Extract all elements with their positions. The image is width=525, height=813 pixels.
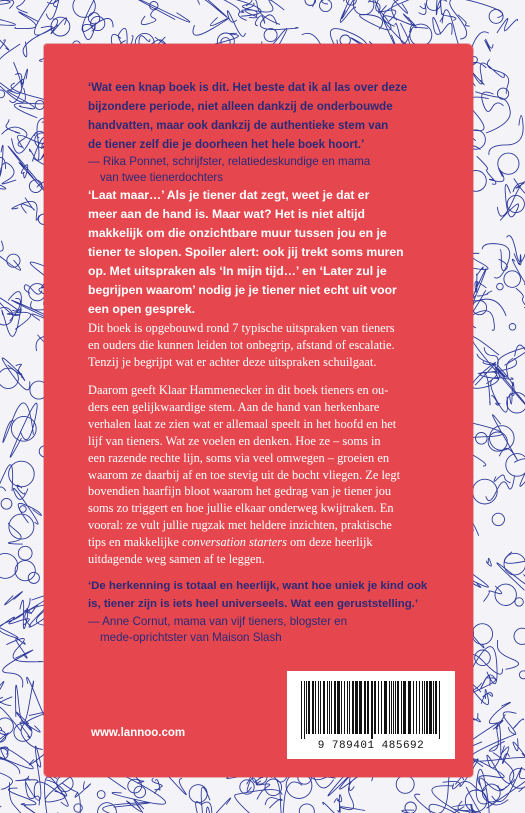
doodle-circle	[426, 0, 440, 10]
barcode-bar	[301, 681, 302, 739]
barcode-bar	[426, 681, 428, 734]
barcode-bar	[349, 681, 350, 734]
doodle-circle	[497, 283, 504, 290]
doodle-circle	[514, 628, 525, 644]
body-line: een razende rechte lijn, soms via veel omwegen – groeien en	[88, 450, 390, 465]
intro-line: ‘Laat maar…’ Als je tiener dat zegt, weet je dat er	[88, 188, 370, 202]
body-line: lijf van tieners. Wat ze voelen en denken. Hoe ze – soms in	[88, 433, 381, 448]
barcode-bar	[393, 681, 394, 734]
body-line: Tenzij je begrijpt wat er achter deze uitspraken schuilgaat.	[88, 354, 377, 369]
barcode-bar	[329, 681, 330, 734]
barcode-box	[287, 671, 455, 759]
barcode-bar	[352, 681, 354, 734]
doodle-circle	[507, 393, 525, 413]
barcode-bar	[308, 681, 310, 734]
publisher-website: www.lannoo.com	[91, 727, 186, 739]
quote-bottom-attribution	[88, 614, 468, 646]
barcode-bar	[318, 681, 319, 734]
attribution-line: — Rika Ponnet, schrijfster, relatiedeskundige en mama	[88, 155, 371, 168]
barcode-bar	[327, 681, 328, 734]
barcode-bar	[419, 681, 420, 734]
quote-top	[88, 78, 468, 154]
body-line: vooral: ze vult jullie rugzak met heldere inzichten, praktische	[88, 518, 392, 533]
doodle-circle	[507, 195, 524, 212]
quote-top-line: bijzondere periode, niet alleen dankzij de onderbouwde	[88, 100, 393, 113]
doodle-circle	[264, 29, 277, 42]
barcode-bar	[395, 681, 396, 734]
attribution-line: — Anne Cornut, mama van vijf tieners, blogster en	[88, 615, 348, 628]
barcode-bar	[397, 681, 399, 734]
doodle-circle	[490, 426, 515, 451]
doodle-circle	[74, 804, 82, 812]
barcode-bar	[347, 681, 348, 734]
barcode-bar	[416, 681, 417, 734]
barcode-bar	[433, 681, 434, 734]
doodle-circle	[20, 506, 27, 513]
intro-line: makkelijk om die onzichtbare muur tussen jou en je	[88, 226, 387, 240]
barcode-bar	[401, 681, 402, 734]
doodle-circle	[35, 100, 44, 109]
body-line: uitdagende weg samen af te leggen.	[88, 552, 265, 567]
barcode-bar	[364, 681, 366, 734]
doodle-circle	[504, 553, 525, 575]
quote-top-attribution	[88, 154, 468, 186]
barcode-bar	[312, 681, 314, 734]
barcode-bar	[367, 681, 369, 734]
doodle-circle	[498, 88, 509, 99]
barcode-bar	[413, 681, 414, 734]
barcode-bar	[408, 681, 411, 734]
doodle-circle	[472, 624, 493, 645]
barcode-bar	[355, 681, 358, 734]
body-paragraph-2	[88, 382, 466, 568]
intro-line: tiener te slopen. Spoiler alert: ook jij trekt soms muren	[88, 245, 404, 259]
barcode-bar	[429, 681, 432, 734]
barcode-bar	[439, 681, 440, 739]
doodle-circle	[15, 561, 35, 581]
quote-bottom-line: ‘De herkenning is totaal en heerlijk, want hoe uniek je kind ook	[88, 580, 428, 592]
barcode-bar	[403, 681, 406, 734]
doodle-circle	[0, 90, 5, 98]
isbn-number: 9 789401 485692	[317, 740, 425, 752]
body-line: Dit boek is opgebouwd rond 7 typische uitspraken van tieners	[88, 321, 395, 335]
doodle-circle	[1, 498, 12, 509]
body-line: bovendien haarfijn bloot waarom het gedrag van je tiener jou	[88, 484, 392, 499]
doodle-circle	[134, 786, 146, 798]
barcode-bar	[374, 681, 376, 734]
barcode-bar	[381, 681, 382, 734]
barcode-bar	[359, 681, 362, 734]
intro-line: begrijpen waarom’ nodig je je tiener niet echt uit voor	[88, 283, 397, 297]
barcode-bar	[435, 681, 437, 734]
doodle-circle	[320, 0, 332, 12]
barcode-bar	[391, 681, 392, 734]
barcode-bar	[304, 681, 305, 739]
intro-line: op. Met uitspraken als ‘In mijn tijd…’ en ‘Later zul je	[88, 264, 387, 278]
body-text-fragment: om deze heerlijk	[286, 535, 373, 550]
doodle-circle	[0, 553, 18, 578]
quote-bottom	[88, 577, 468, 613]
barcode-bar	[341, 681, 342, 734]
doodle-circle	[97, 791, 105, 799]
doodle-circle	[492, 513, 504, 525]
body-line: en ouders die kunnen leiden tot onbegrip, afstand of escalatie.	[88, 337, 395, 352]
body-line: soms zo triggert en hoe jullie elkaar onderweg kwijtraken. En	[88, 501, 394, 516]
barcode-bar	[424, 681, 425, 734]
doodle-circle	[405, 802, 416, 813]
doodle-circle	[0, 718, 13, 735]
doodle-circle	[88, 13, 99, 24]
doodle-circle	[189, 785, 207, 803]
doodle-circle	[57, 775, 73, 791]
doodle-circle	[472, 301, 486, 315]
attribution-line: van twee tienerdochters	[100, 171, 224, 184]
quote-bottom-line: is, tiener zijn is iets heel universeels. Wat een geruststelling.’	[88, 598, 419, 610]
doodle-circle	[504, 271, 521, 288]
attribution-line: mede-oprichtster van Maison Slash	[100, 631, 282, 644]
barcode-bar	[337, 681, 340, 734]
body-line: verhalen laat ze zien wat er allemaal speelt in het hoofd en het	[88, 416, 397, 431]
body-line: Daarom geeft Klaar Hammenecker in dit boek tieners en ou-	[88, 383, 389, 397]
doodle-circle	[472, 479, 497, 504]
intro-line: een open gesprek.	[88, 302, 196, 316]
doodle-circle	[498, 153, 519, 174]
barcode-bar	[384, 681, 387, 734]
intro-line: meer aan de hand is. Maar wat? Het is niet altijd	[88, 207, 366, 221]
doodle-circle	[515, 598, 523, 606]
body-line	[88, 535, 373, 549]
body-text-fragment: tips en makkelijke	[88, 535, 182, 550]
doodle-circle	[98, 803, 117, 813]
doodle-circle	[488, 432, 507, 451]
barcode-bar	[389, 681, 390, 734]
barcode-bar	[334, 681, 336, 734]
doodle-circle	[28, 572, 39, 583]
doodle-circle	[0, 368, 18, 388]
barcode-bar	[378, 681, 379, 734]
quote-top-line: ‘Wat een knap boek is dit. Het beste dat ik al las over deze	[88, 81, 408, 94]
doodle-circle	[519, 671, 525, 679]
barcode-bar	[344, 681, 345, 734]
barcode-bar	[323, 681, 325, 734]
barcode-bar	[315, 681, 316, 734]
doodle-circle	[476, 433, 488, 445]
body-line: ders een gelijkwaardige stem. Aan de hand van herkenbare	[88, 399, 380, 414]
body-paragraph-1	[88, 320, 466, 371]
barcode-bar	[320, 681, 321, 734]
conversation-starters-italic: conversation starters	[181, 535, 287, 550]
quote-top-line: handvatten, maar ook dankzij de authentieke stem van	[88, 119, 389, 132]
doodle-circle	[9, 514, 34, 539]
barcode-bar	[331, 681, 332, 734]
doodle-circle	[396, 775, 414, 793]
doodle-circle	[509, 324, 516, 331]
barcode-bar	[371, 681, 373, 739]
body-line: waarom ze daarbij af en toe stevig uit de bocht vliegen. Ze legt	[88, 467, 401, 482]
doodle-circle	[299, 804, 314, 813]
barcode-bar	[306, 681, 307, 734]
barcode-bar	[422, 681, 423, 734]
doodle-circle	[495, 584, 516, 605]
doodle-circle	[73, 0, 95, 17]
intro-paragraph	[88, 186, 473, 319]
doodle-circle	[353, 0, 374, 15]
barcode	[297, 681, 445, 739]
doodle-circle	[18, 546, 32, 560]
doodle-circle	[51, 17, 70, 36]
quote-top-line: de tiener zelf die je doorheen het hele boek hoort.’	[88, 138, 365, 151]
doodle-circle	[7, 254, 20, 267]
